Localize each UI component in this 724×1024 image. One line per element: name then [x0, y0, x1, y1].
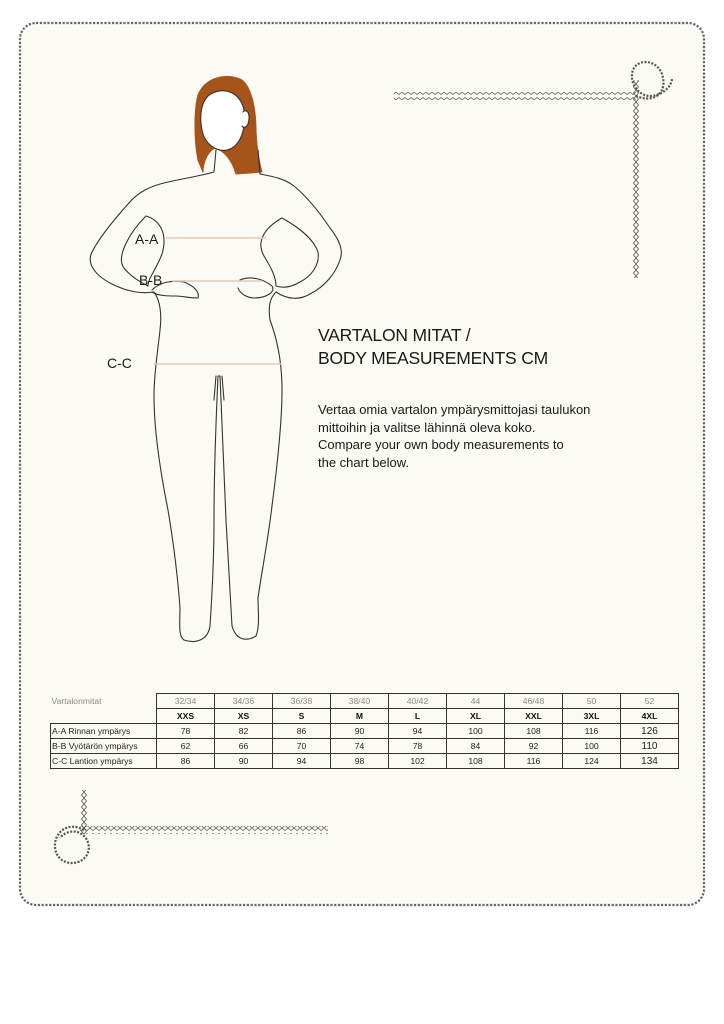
- eu-size-cell: 34/36: [215, 694, 273, 709]
- intro-line-4: the chart below.: [318, 454, 410, 470]
- eu-size-cell: 40/42: [389, 694, 447, 709]
- title-line-2: BODY MEASUREMENTS CM: [318, 348, 549, 368]
- eu-size-cell: 36/38: [273, 694, 331, 709]
- eu-size-cell: 32/34: [157, 694, 215, 709]
- table-cell: 126: [621, 724, 679, 739]
- intro-line-2: mittoihin ja valitse lähinnä oleva koko.: [318, 419, 536, 435]
- table-cell: 116: [563, 724, 621, 739]
- table-cell: 124: [563, 754, 621, 769]
- table-cell: 90: [331, 724, 389, 739]
- face: [201, 91, 245, 151]
- eu-size-cell: 46/48: [505, 694, 563, 709]
- table-cell: 70: [273, 739, 331, 754]
- table-cell: 100: [563, 739, 621, 754]
- table-cell: 90: [215, 754, 273, 769]
- empty-cell: [51, 709, 157, 724]
- size-letter-cell: XL: [447, 709, 505, 724]
- title-line-1: VARTALON MITAT /: [318, 325, 471, 345]
- eu-size-cell: 44: [447, 694, 505, 709]
- size-table: [50, 693, 679, 769]
- eu-size-row: [51, 694, 679, 709]
- eu-size-cell: 50: [563, 694, 621, 709]
- eu-size-cell: 52: [621, 694, 679, 709]
- intro-line-1: Vertaa omia vartalon ympärysmittojasi taulukon: [318, 402, 591, 417]
- row-label-chest: A-A Rinnan ympärys: [51, 724, 157, 739]
- table-cell: 110: [621, 739, 679, 754]
- table-cell: 134: [621, 754, 679, 769]
- table-cell: 86: [273, 724, 331, 739]
- size-letter-cell: XXS: [157, 709, 215, 724]
- table-cell: 94: [389, 724, 447, 739]
- table-cell: 78: [157, 724, 215, 739]
- intro-text: [318, 401, 648, 471]
- row-label-hip: C-C Lantion ympärys: [51, 754, 157, 769]
- table-corner-label: Vartalonmitat: [51, 696, 102, 706]
- table-cell: 84: [447, 739, 505, 754]
- table-cell: 108: [505, 724, 563, 739]
- table-cell: 66: [215, 739, 273, 754]
- size-letter-cell: S: [273, 709, 331, 724]
- table-cell: 74: [331, 739, 389, 754]
- table-cell: 82: [215, 724, 273, 739]
- table-cell: 116: [505, 754, 563, 769]
- size-letter-cell: XS: [215, 709, 273, 724]
- table-cell: 94: [273, 754, 331, 769]
- table-cell: 102: [389, 754, 447, 769]
- size-letter-cell: 4XL: [621, 709, 679, 724]
- size-letter-cell: 3XL: [563, 709, 621, 724]
- table-cell: 62: [157, 739, 215, 754]
- size-letter-cell: M: [331, 709, 389, 724]
- table-cell: 108: [447, 754, 505, 769]
- label-cc: C-C: [107, 355, 132, 371]
- label-aa: A-A: [135, 231, 159, 247]
- table-row: [51, 724, 679, 739]
- row-label-waist: B-B Vyötärön ympärys: [51, 739, 157, 754]
- table-cell: 86: [157, 754, 215, 769]
- table-cell: 98: [331, 754, 389, 769]
- table-cell: 100: [447, 724, 505, 739]
- size-letter-row: [51, 709, 679, 724]
- size-letter-cell: XXL: [505, 709, 563, 724]
- intro-line-3: Compare your own body measurements to: [318, 437, 564, 452]
- size-letter-cell: L: [389, 709, 447, 724]
- table-cell: 92: [505, 739, 563, 754]
- label-bb: B-B: [139, 272, 163, 288]
- table-row: [51, 754, 679, 769]
- eu-size-cell: 38/40: [331, 694, 389, 709]
- table-cell: 78: [389, 739, 447, 754]
- page-title: [318, 324, 548, 370]
- table-row: [51, 739, 679, 754]
